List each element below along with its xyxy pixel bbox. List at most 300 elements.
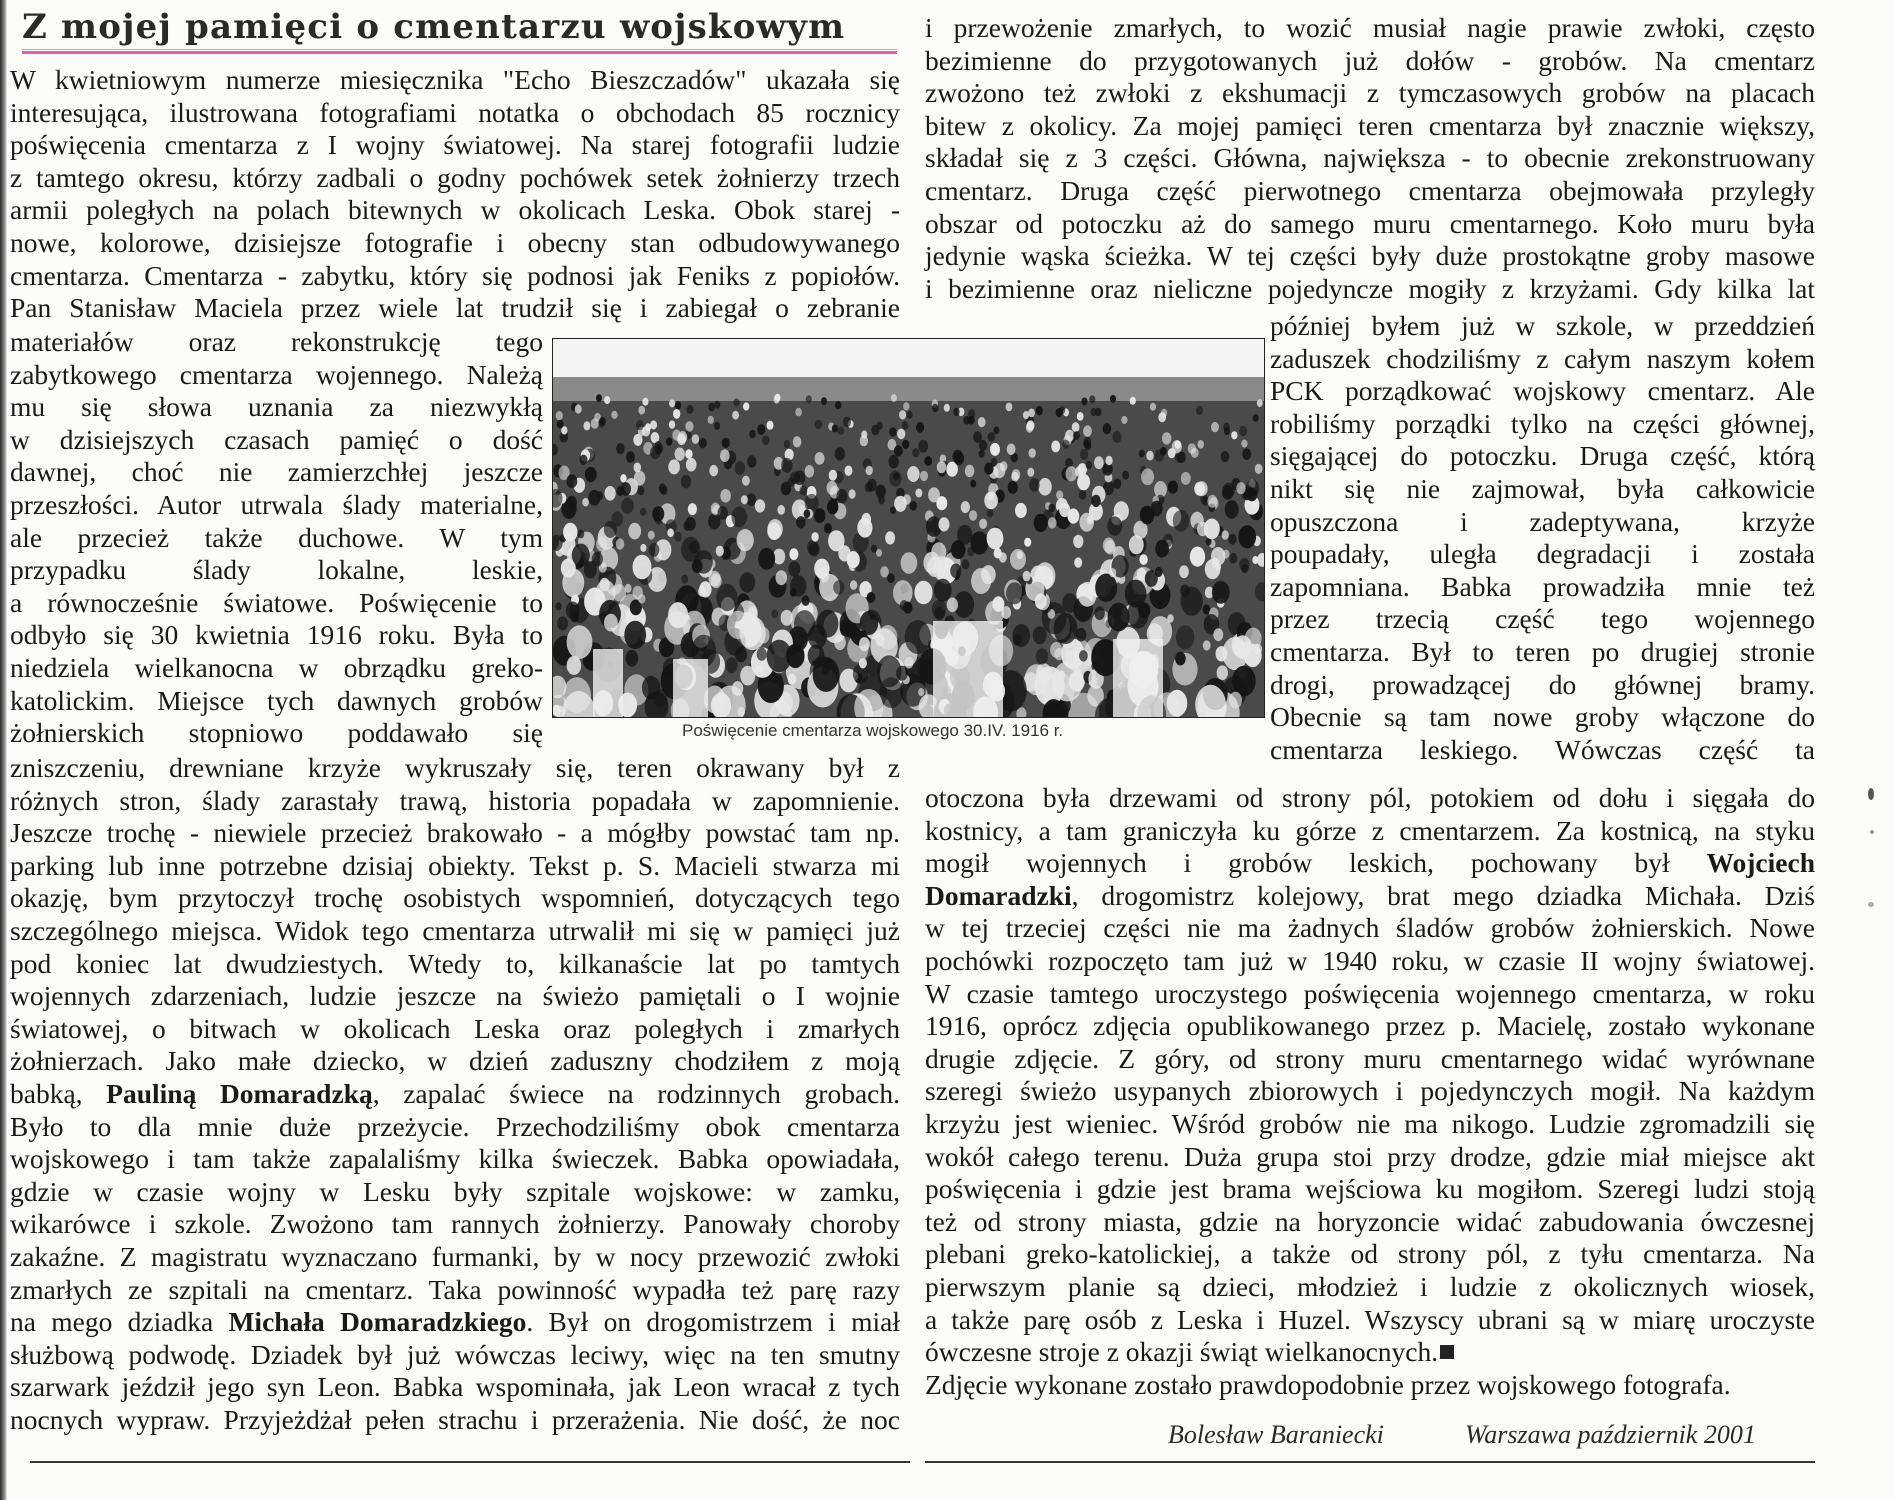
photo-figure xyxy=(650,420,657,429)
photo-figure xyxy=(1239,426,1247,437)
photo-figure xyxy=(962,559,970,569)
photo-figure xyxy=(953,450,963,464)
photo-figure xyxy=(633,555,652,580)
photo-figure xyxy=(932,600,946,619)
text-segment: zmarłych ze szpitali na cmentarz. Taka powinność wypadła też parę razy xyxy=(10,1273,900,1305)
photo-figure xyxy=(891,394,897,402)
photo-figure xyxy=(815,452,825,465)
scan-speck xyxy=(1868,902,1874,907)
photo-figure xyxy=(1015,503,1027,518)
photo-figure xyxy=(604,396,610,404)
title-rule-shadow xyxy=(22,49,897,50)
photo-figure xyxy=(649,543,660,557)
text-line xyxy=(925,1304,1815,1335)
photo-figure xyxy=(793,436,802,447)
text-line xyxy=(925,110,1815,141)
photo-figure xyxy=(638,406,645,415)
photo-figure xyxy=(1072,422,1080,432)
photo-figure xyxy=(575,404,582,413)
text-line xyxy=(1270,473,1815,504)
photo-figure xyxy=(638,594,645,604)
photo-figure xyxy=(984,463,993,475)
text-segment: sięgającej do potoczku. Druga część, którą xyxy=(1270,440,1815,472)
text-line xyxy=(10,1143,900,1174)
photo-figure xyxy=(802,595,810,606)
photo-figure xyxy=(860,611,878,635)
photo-figure xyxy=(1062,440,1069,449)
photo-figure xyxy=(758,548,775,570)
text-segment: pod koniec lat dwudziestych. Wtedy to, kilkanaście lat po tamtych xyxy=(10,947,900,979)
photo-figure xyxy=(804,509,811,518)
text-line xyxy=(10,850,900,881)
photo-figure xyxy=(687,405,694,414)
photo-figure xyxy=(718,506,728,520)
photo-figure xyxy=(578,530,585,539)
text-segment: katolickim. Miejsce tych dawnych grobów xyxy=(10,684,543,716)
text-line xyxy=(10,1078,900,1109)
photo-figure xyxy=(811,532,818,542)
scan-edge-shadow xyxy=(0,0,7,1500)
text-segment: armii poległych na polach bitewnych w okolicach Leska. Obok starej - xyxy=(10,194,900,226)
photo-figure xyxy=(674,532,682,542)
text-line xyxy=(10,1111,900,1142)
photo-figure xyxy=(1257,399,1263,407)
bold-name: Pauliną Domaradzką xyxy=(106,1078,373,1109)
text-line xyxy=(10,129,900,160)
text-line xyxy=(10,1306,900,1337)
photo-figure xyxy=(845,466,853,476)
text-segment: . Był on drogomistrzem i miał xyxy=(526,1306,900,1338)
photo-figure xyxy=(556,411,563,420)
text-line xyxy=(10,326,543,357)
text-segment: przeszłości. Autor utrwala ślady materialne, xyxy=(10,489,543,520)
photo-figure xyxy=(605,486,616,501)
photo-figure xyxy=(901,552,918,574)
text-segment: Pan Stanisław Maciela przez wiele lat trudził się i zabiegał o zebranie xyxy=(10,292,900,324)
text-line xyxy=(10,1013,900,1044)
photo-figure xyxy=(737,529,754,551)
photo-figure xyxy=(944,404,950,412)
photo-figure xyxy=(678,431,687,443)
photo-figure xyxy=(817,610,839,638)
photo-figure xyxy=(788,674,797,685)
photo-figure xyxy=(1231,431,1237,439)
photo-figure xyxy=(915,489,922,498)
text-line xyxy=(10,1274,900,1305)
photo-figure xyxy=(850,580,857,590)
text-segment: zabytkowego cmentarza wojennego. Należą xyxy=(10,358,543,390)
photo-figure xyxy=(822,665,830,675)
photo-highlight xyxy=(593,649,623,717)
photo-figure xyxy=(897,429,905,440)
photo-figure xyxy=(1073,535,1083,548)
photo-figure xyxy=(1006,582,1023,604)
photo-figure xyxy=(1051,441,1060,453)
photo-figure xyxy=(776,570,788,585)
photo-figure xyxy=(903,494,911,504)
photo-figure xyxy=(905,620,931,654)
photo-figure xyxy=(1196,481,1208,496)
text-segment: dawnej, choć nie zamierzchłej jeszcze xyxy=(10,456,543,488)
photo-figure xyxy=(1217,665,1228,680)
photo-figure xyxy=(894,445,903,456)
photo-figure xyxy=(987,528,1004,550)
photo-figure xyxy=(1090,408,1096,416)
photo-figure xyxy=(1150,403,1156,411)
text-segment: wikarówce i szkole. Zwożono tam rannych żołnierzy. Panowały choroby xyxy=(10,1208,900,1240)
photo-figure xyxy=(939,517,950,531)
photo-figure xyxy=(1086,461,1093,470)
photo-figure xyxy=(835,447,845,460)
photo-figure xyxy=(650,446,660,459)
photo-figure xyxy=(1027,420,1035,430)
photo-figure xyxy=(735,461,745,475)
photo-figure xyxy=(726,657,738,673)
photo-figure xyxy=(1222,530,1229,539)
text-line xyxy=(10,391,543,422)
photo-figure xyxy=(1091,495,1101,507)
photo-figure xyxy=(907,466,919,482)
photo-figure xyxy=(789,548,798,560)
photo-figure xyxy=(739,572,755,592)
text-segment: nocnych wypraw. Przyjeżdżał pełen strachu i przerażenia. Nie dość, że noc xyxy=(10,1404,900,1435)
photo-figure xyxy=(969,510,977,521)
photo-figure xyxy=(978,417,986,427)
text-line xyxy=(925,240,1815,271)
photo-figure xyxy=(1066,466,1078,481)
photo-figure xyxy=(1224,427,1230,435)
photo-figure xyxy=(885,531,895,544)
photo-figure xyxy=(1087,516,1093,524)
photo-figure xyxy=(1079,650,1088,661)
text-segment: , zapalać świece na rodzinnych grobach. xyxy=(372,1078,900,1109)
photo-figure xyxy=(1121,416,1127,424)
photo-figure xyxy=(1173,510,1190,532)
text-line xyxy=(10,1045,900,1076)
photo-figure xyxy=(961,501,970,513)
text-segment: mogił wojennych i grobów leskich, pochowany był xyxy=(925,847,1707,879)
photo-figure xyxy=(1068,509,1080,524)
photo-figure xyxy=(1129,535,1144,554)
text-line xyxy=(10,1404,900,1435)
text-segment: i przewożenie zmarłych, to wozić musiał nagie prawie zwłoki, często xyxy=(925,12,1815,43)
photo-figure xyxy=(1113,478,1121,489)
photo-figure xyxy=(692,559,703,573)
photo-figure xyxy=(777,505,785,515)
photo-figure xyxy=(1190,547,1205,567)
text-segment: przez trzecią część tego wojennego xyxy=(1270,603,1815,635)
text-line xyxy=(10,652,543,683)
text-segment: zwożono też zwłoki z ekshumacji z tymczasowych grobów na placach xyxy=(925,77,1815,109)
photo-figure xyxy=(1054,648,1064,660)
photo-figure xyxy=(626,650,639,667)
photo-figure xyxy=(1162,432,1172,444)
text-line xyxy=(925,175,1815,206)
photo-figure xyxy=(640,544,646,552)
photo-figure xyxy=(828,530,844,551)
text-line xyxy=(1270,701,1815,732)
photo-figure xyxy=(1033,626,1047,644)
photo-figure xyxy=(1212,558,1220,568)
photo-figure xyxy=(1081,398,1087,406)
photo-figure xyxy=(1035,594,1047,610)
photo-figure xyxy=(1175,452,1183,463)
photo-figure xyxy=(1141,468,1154,485)
photo-figure xyxy=(749,430,756,439)
text-line xyxy=(925,1075,1815,1106)
photo-figure xyxy=(731,507,747,528)
photo-figure xyxy=(876,485,886,499)
text-segment: W czasie tamtego uroczystego poświęcenia wojennego cmentarza, w roku xyxy=(925,977,1815,1009)
photo-figure xyxy=(866,466,873,476)
photo-figure xyxy=(876,549,882,557)
photo-figure xyxy=(981,565,996,584)
photo-figure xyxy=(902,421,909,430)
photo-figure xyxy=(757,648,767,661)
text-line xyxy=(1270,571,1815,602)
photo-figure xyxy=(1079,490,1086,500)
photo-figure xyxy=(1023,571,1031,582)
text-segment: poświęcenia cmentarza z I wojny światowej. Na starej fotografii ludzie xyxy=(10,129,900,161)
text-line xyxy=(925,1238,1815,1269)
text-segment: otoczona była drzewami od strony pól, potokiem od dołu i sięgała do xyxy=(925,782,1815,813)
photo-figure xyxy=(1251,501,1258,510)
photo-figure xyxy=(1229,553,1237,564)
text-segment: wojennych zdarzeniach, ludzie jeszcze na świeżo pamiętali o I wojnie xyxy=(10,980,900,1012)
photo-figure xyxy=(914,581,932,605)
photo-figure xyxy=(968,409,975,418)
photo-figure xyxy=(1059,406,1065,414)
photo-figure xyxy=(659,483,667,493)
text-line xyxy=(1270,375,1815,406)
photo-figure xyxy=(685,421,693,432)
text-line xyxy=(925,815,1815,846)
photo-figure xyxy=(1013,624,1031,647)
text-segment: bitew z okolicy. Za mojej pamięci teren cmentarza był znacznie większy, xyxy=(925,109,1815,141)
photo-figure xyxy=(1179,565,1189,578)
text-line xyxy=(925,273,1815,304)
text-segment: Jeszcze trochę - niewiele przecież brakowało - a mógłby powstać tam np. xyxy=(10,817,900,849)
photo-figure xyxy=(992,596,1004,612)
text-segment: zapomniana. Babka prowadziła mnie też xyxy=(1270,570,1815,602)
photo-figure xyxy=(681,575,688,584)
photo-figure xyxy=(1151,501,1163,517)
photo-figure xyxy=(648,531,655,540)
text-line xyxy=(1270,310,1815,341)
text-line xyxy=(925,847,1815,878)
text-segment: żołnierzach. Jako małe dziecko, w dzień zaduszny chodziłem z moją xyxy=(10,1045,900,1077)
photo-figure xyxy=(716,546,724,557)
text-segment: wokół całego terenu. Duża grupa stoi przy drodze, gdzie miał miejsce akt xyxy=(925,1140,1815,1172)
text-line xyxy=(10,162,900,193)
photo-figure xyxy=(616,443,625,454)
photo-figure xyxy=(887,573,895,583)
photo-highlight xyxy=(1113,639,1163,717)
text-line xyxy=(1270,636,1815,667)
photo-figure xyxy=(818,567,830,582)
text-segment: zakaźne. Z magistratu wyznaczano furmanki, by w nocy przewozić zwłoki xyxy=(10,1241,900,1272)
photo-figure xyxy=(582,498,589,507)
photo-figure xyxy=(557,616,568,630)
text-line xyxy=(10,292,900,323)
photo-figure xyxy=(567,474,578,488)
photo-figure xyxy=(1232,666,1256,697)
photo-figure xyxy=(1223,550,1230,559)
photo-figure xyxy=(621,498,634,514)
photo-figure xyxy=(1145,570,1158,587)
photo-figure xyxy=(1027,468,1034,477)
photo-figure xyxy=(871,545,877,553)
photo-figure xyxy=(809,543,820,557)
photo-figure xyxy=(824,523,832,533)
photo-figure xyxy=(567,496,577,509)
photo-figure xyxy=(800,485,808,495)
text-segment: później byłem już w szkole, w przeddzień xyxy=(1270,310,1815,341)
text-segment: szczególnego miejsca. Widok tego cmentarza utrwalił mi się w pamięci już xyxy=(10,915,900,946)
photo-figure xyxy=(1242,448,1251,460)
photo-sky xyxy=(553,339,1264,381)
text-segment: pochówki rozpoczęto tam już w 1940 roku, w czasie II wojny światowej. xyxy=(925,945,1815,976)
text-line xyxy=(925,1206,1815,1237)
photo-figure xyxy=(1077,474,1090,491)
text-line xyxy=(925,782,1815,813)
photo-figure xyxy=(762,435,770,445)
photo-figure xyxy=(1204,519,1220,540)
text-line xyxy=(10,97,900,128)
photo-figure xyxy=(720,449,730,462)
text-segment: i bezimienne oraz nieliczne pojedyncze mogiły z krzyżami. Gdy kilka lat xyxy=(925,272,1815,304)
photo-figure xyxy=(924,456,932,466)
photo-figure xyxy=(857,518,872,538)
photo-figure xyxy=(790,471,800,484)
text-line xyxy=(1270,343,1815,374)
photo-figure xyxy=(1244,644,1262,667)
photo-figure xyxy=(821,397,827,405)
photo-figure xyxy=(934,579,952,602)
title-underline xyxy=(22,51,897,54)
photo-figure xyxy=(953,408,959,416)
photo-figure xyxy=(1122,471,1129,480)
photo-figure xyxy=(611,411,617,419)
text-segment: cmentarz. Druga część pierwotnego cmentarza obejmowała przyległy xyxy=(925,175,1815,206)
photo-figure xyxy=(990,443,1000,456)
photo-figure xyxy=(620,474,626,482)
photo-figure xyxy=(1105,540,1116,554)
text-line xyxy=(10,1371,900,1402)
text-segment: krzyżu jest wieniec. Wśród grobów nie ma nikogo. Ludzie zgromadzili się xyxy=(925,1108,1815,1139)
historic-photo xyxy=(552,338,1265,718)
photo-figure xyxy=(1167,614,1173,622)
photo-figure xyxy=(669,420,675,428)
text-segment: żołnierskich stopniowo poddawało się xyxy=(10,717,543,749)
text-line xyxy=(10,817,900,848)
photo-figure xyxy=(1196,406,1203,415)
text-line xyxy=(1270,408,1815,439)
photo-figure xyxy=(1176,625,1195,649)
photo-figure xyxy=(596,537,607,551)
photo-figure xyxy=(880,566,889,577)
photo-figure xyxy=(667,528,674,537)
text-line xyxy=(925,912,1815,943)
bold-name: Wojciech xyxy=(1706,847,1815,879)
photo-figure xyxy=(570,611,579,622)
photo-figure xyxy=(832,425,838,433)
photo-highlight xyxy=(933,621,1003,717)
photo-figure xyxy=(636,420,644,430)
photo-figure xyxy=(675,401,681,409)
photo-figure xyxy=(1229,692,1242,709)
photo-figure xyxy=(1112,431,1121,443)
text-line xyxy=(10,456,543,487)
photo-figure xyxy=(669,399,675,407)
text-segment: mu się słowa uznania za niezwykłą xyxy=(10,391,543,423)
text-line xyxy=(925,945,1815,976)
photo-figure xyxy=(859,637,870,651)
photo-figure xyxy=(727,611,749,639)
photo-figure xyxy=(1029,448,1036,458)
text-segment: drogi, prowadzącej do głównej bramy. xyxy=(1270,668,1815,700)
text-segment: poupadały, uległa degradacji i została xyxy=(1270,538,1815,570)
photo-figure xyxy=(838,426,845,435)
photo-figure xyxy=(833,580,844,595)
text-line xyxy=(925,45,1815,76)
end-of-article-square-icon xyxy=(1440,1345,1454,1359)
photo-figure xyxy=(1197,440,1204,449)
photo-figure xyxy=(735,647,747,663)
photo-figure xyxy=(714,422,720,430)
photo-figure xyxy=(876,422,882,430)
photo-figure xyxy=(1160,447,1167,456)
photo-figure xyxy=(906,411,912,419)
author-name: Bolesław Baraniecki xyxy=(1168,1420,1384,1449)
photo-figure xyxy=(889,455,899,469)
photo-figure xyxy=(1127,601,1148,629)
text-line xyxy=(10,1208,900,1239)
photo-figure xyxy=(637,486,644,495)
photo-figure xyxy=(984,492,998,510)
photo-figure xyxy=(815,420,822,430)
text-segment: w dzisiejszych czasach pamięć o dość xyxy=(10,423,543,455)
photo-figure xyxy=(588,490,600,506)
photo-horizon xyxy=(553,377,1264,405)
text-line xyxy=(1270,669,1815,700)
photo-figure xyxy=(1035,666,1065,705)
text-line xyxy=(10,587,543,618)
text-segment: nikt się nie zajmował, była całkowicie xyxy=(1270,473,1815,504)
photo-figure xyxy=(957,525,972,545)
photo-figure xyxy=(1236,482,1245,494)
text-line xyxy=(10,882,900,913)
text-segment: babką, xyxy=(10,1078,107,1109)
photo-figure xyxy=(708,416,714,424)
text-line xyxy=(10,915,900,946)
photo-figure xyxy=(767,640,792,673)
photo-figure xyxy=(741,495,748,504)
text-line xyxy=(925,880,1815,911)
text-line xyxy=(10,752,900,783)
text-line xyxy=(10,619,543,650)
text-segment: plebani greko-katolickiej, a także od strony pól, z tyłu cmentarza. Na xyxy=(925,1238,1815,1270)
text-line xyxy=(10,359,543,390)
text-segment: ówczesne stroje z okazji świąt wielkanocnych. xyxy=(925,1336,1439,1368)
photo-figure xyxy=(592,552,603,567)
photo-figure xyxy=(781,610,793,626)
photo-figure xyxy=(867,592,876,603)
text-segment: Zdjęcie wykonane zostało prawdopodobnie przez wojskowego fotografa. xyxy=(925,1368,1731,1400)
photo-figure xyxy=(1213,628,1223,641)
text-segment: szarwark jeździł jego syn Leon. Babka wspominała, jak Leon wracał z tych xyxy=(10,1371,900,1403)
photo-figure xyxy=(1095,574,1117,602)
